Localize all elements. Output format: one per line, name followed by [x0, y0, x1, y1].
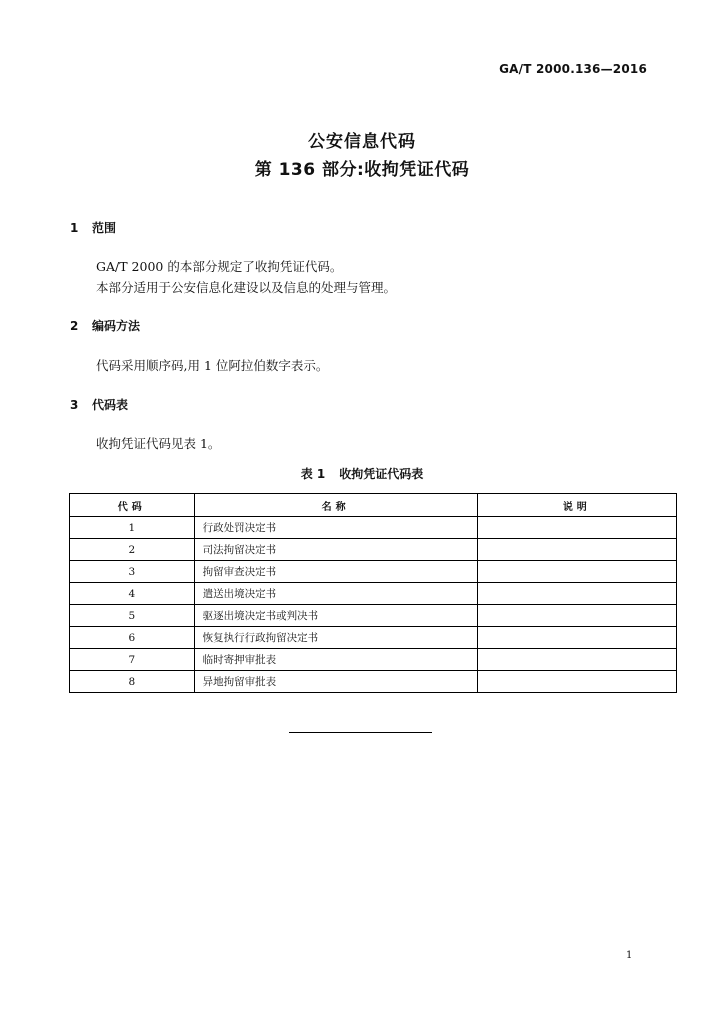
cell-code: 6 — [70, 627, 195, 649]
table-row — [70, 517, 677, 539]
section-number: 2 — [70, 319, 79, 333]
cell-note — [477, 517, 676, 539]
column-header-code: 代码 — [70, 494, 195, 517]
section-heading-coding-method — [70, 317, 140, 334]
cell-code: 3 — [70, 561, 195, 583]
cell-name: 遣送出境决定书 — [194, 583, 477, 605]
table-row — [70, 561, 677, 583]
code-table — [69, 493, 677, 693]
paragraph: 收拘凭证代码见表 1。 — [96, 436, 221, 451]
cell-note — [477, 671, 676, 693]
table-row — [70, 627, 677, 649]
column-header-note: 说明 — [477, 494, 676, 517]
document-subtitle: 第 136 部分:收拘凭证代码 — [254, 160, 470, 180]
cell-note — [477, 627, 676, 649]
standard-code: GA/T 2000.136—2016 — [499, 62, 647, 76]
cell-code: 8 — [70, 671, 195, 693]
cell-note — [477, 539, 676, 561]
column-header-name: 名称 — [194, 494, 477, 517]
cell-code: 2 — [70, 539, 195, 561]
table-row — [70, 583, 677, 605]
table-row — [70, 539, 677, 561]
paragraph: 本部分适用于公安信息化建设以及信息的处理与管理。 — [96, 280, 397, 295]
table-caption-label: 表 1 — [300, 467, 326, 481]
cell-note — [477, 561, 676, 583]
cell-name: 恢复执行行政拘留决定书 — [194, 627, 477, 649]
cell-name: 临时寄押审批表 — [194, 649, 477, 671]
table-row — [70, 671, 677, 693]
page-number: 1 — [626, 950, 633, 961]
end-of-document-rule — [289, 732, 432, 733]
section-number: 3 — [70, 398, 79, 412]
cell-code: 4 — [70, 583, 195, 605]
table-row — [70, 605, 677, 627]
section-heading-scope — [70, 219, 116, 236]
section-title: 范围 — [92, 221, 117, 235]
cell-name: 驱逐出境决定书或判决书 — [194, 605, 477, 627]
paragraph: 代码采用顺序码,用 1 位阿拉伯数字表示。 — [96, 358, 329, 373]
section-title: 代码表 — [92, 398, 129, 412]
document-title: 公安信息代码 — [308, 132, 416, 152]
cell-note — [477, 649, 676, 671]
paragraph: GA/T 2000 的本部分规定了收拘凭证代码。 — [96, 259, 343, 274]
cell-note — [477, 605, 676, 627]
table-caption — [0, 465, 724, 482]
cell-name: 拘留审查决定书 — [194, 561, 477, 583]
cell-name: 异地拘留审批表 — [194, 671, 477, 693]
cell-code: 7 — [70, 649, 195, 671]
section-title: 编码方法 — [92, 319, 141, 333]
section-heading-code-table — [70, 396, 128, 413]
cell-name: 行政处罚决定书 — [194, 517, 477, 539]
cell-code: 5 — [70, 605, 195, 627]
section-number: 1 — [70, 221, 79, 235]
table-caption-title: 收拘凭证代码表 — [339, 467, 424, 481]
cell-code: 1 — [70, 517, 195, 539]
table-row — [70, 649, 677, 671]
table-header-row — [70, 494, 677, 517]
cell-name: 司法拘留决定书 — [194, 539, 477, 561]
cell-note — [477, 583, 676, 605]
